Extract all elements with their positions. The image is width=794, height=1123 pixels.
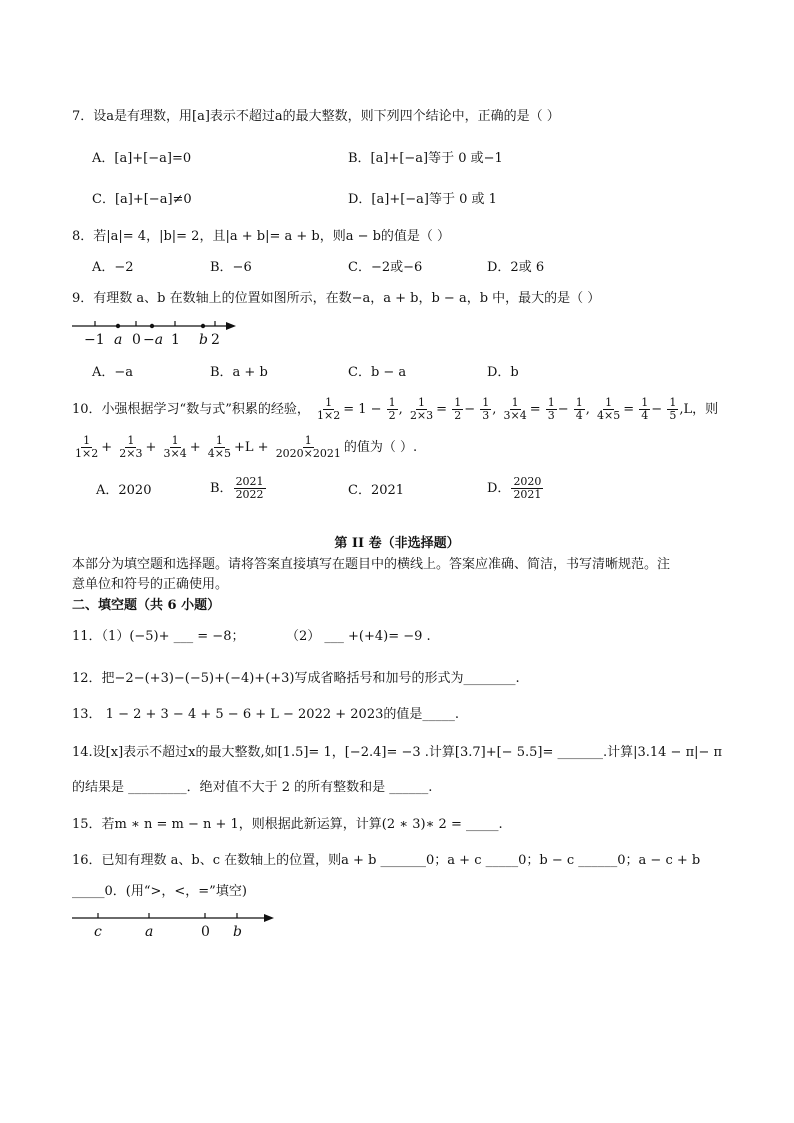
- q7-option-a: A．[a]+[−a]=0: [92, 151, 192, 166]
- q9-axis-label: b: [199, 332, 208, 348]
- equals-text: = 1 −: [343, 402, 382, 417]
- q14-line2: 的结果是 _________．绝对值不大于 2 的所有整数和是 ______.: [72, 780, 433, 795]
- q16-axis-label: c: [94, 924, 102, 940]
- q8-option-c: C．−2或−6: [348, 260, 423, 275]
- q9-number-line: [70, 314, 250, 348]
- fraction: $\frac{1}{4\times 5}$: [207, 434, 231, 460]
- q10-line2: $\frac{1}{1\times 2}$ + $\frac{1}{2\times 3}$ + $\frac{1}{3\times 4}$ + $\frac{1}{4\times 5}$ +L + $\frac{1}{2020\times 2021}$ 的值为（ ）.: [75, 434, 418, 460]
- q10-option-b: B． $\frac{2021}{2022}$: [210, 475, 264, 501]
- fraction: $\frac{1}{3\times 4}$: [163, 434, 187, 460]
- q8-option-b: B．−6: [210, 260, 252, 275]
- q13-text: 13． 1 − 2 + 3 − 4 + 5 − 6 + L − 2022 + 2023的值是_____.: [72, 707, 459, 722]
- q9-axis-label: 1: [171, 332, 180, 348]
- q10-sum-tail: 的值为（ ）.: [343, 440, 418, 455]
- fraction: $\frac{1}{2}$: [388, 396, 396, 422]
- fraction: $\frac{1}{1\times 2}$: [316, 396, 341, 422]
- q9-axis-label: 2: [211, 332, 220, 348]
- q10-line1: 10．小强根据学习“数与式”积累的经验， $\frac{1}{1\times 2}$ = 1 − $\frac{1}{2}$ , $\frac{1}{2\times 3}$ = $\frac{1}{2}$ − $\frac{1}{3}$ , $\frac{1}{3\times 4}$ = $\frac{1}{3}$ − $\frac{1}{4}$ , $\frac{1}{4\times 5}$ = $\frac{1}{4}$ − $\frac{1}{5}$ ,L，则: [72, 396, 719, 422]
- q9-axis-label: a: [114, 332, 123, 348]
- q8-stem: 8．若|a|= 4，|b|= 2，且|a + b|= a + b，则a − b的值是（ ）: [72, 229, 451, 244]
- part-heading: 二、填空题（共 6 小题）: [72, 598, 221, 613]
- q16-number-line: [70, 908, 280, 942]
- fraction: $\frac{1}{4}$: [575, 396, 583, 422]
- fraction: $\frac{1}{2020\times 2021}$: [275, 434, 341, 460]
- fraction: $\frac{1}{3}$: [482, 396, 490, 422]
- fraction: $\frac{2021}{2022}$: [235, 475, 264, 501]
- q14-line1: 14.设[x]表示不超过x的最大整数,如[1.5]= 1，[−2.4]= −3 .计算[3.7]+[− 5.5]= _______.计算|3.14 − π|− π: [72, 745, 723, 760]
- q8-option-a: A．−2: [92, 260, 134, 275]
- section-instructions: 本部分为填空题和选择题。请将答案直接填写在题目中的横线上。答案应准确、简洁，书写清晰规范。注: [72, 557, 671, 572]
- fraction: $\frac{1}{3}$: [547, 396, 555, 422]
- q12-text: 12．把−2−(+3)−(−5)+(−4)+(+3)写成省略括号和加号的形式为________.: [72, 671, 520, 686]
- q16-line2: _____0．(用“>，<，=”填空): [72, 884, 247, 899]
- q9-option-c: C．b − a: [348, 365, 407, 380]
- q10-stem-start: 10．小强根据学习“数与式”积累的经验，: [72, 402, 310, 417]
- q7-option-d: D．[a]+[−a]等于 0 或 1: [348, 192, 497, 207]
- q7-option-c: C．[a]+[−a]≠0: [92, 192, 192, 207]
- q16-axis-label: 0: [201, 924, 210, 940]
- q10-stem-end: ，则: [692, 402, 719, 417]
- q10-option-c: C．2021: [348, 483, 405, 498]
- q16-axis-label: a: [145, 924, 154, 940]
- q15-text: 15．若m ∗ n = m − n + 1，则根据此新运算，计算(2 ∗ 3)∗ 2 = _____.: [72, 817, 503, 832]
- fraction: $\frac{1}{5}$: [669, 396, 677, 422]
- q7-option-b: B．[a]+[−a]等于 0 或−1: [348, 151, 503, 166]
- q10-option-a: A．2020: [96, 483, 152, 498]
- q10-option-d: D． $\frac{2020}{2021}$: [487, 475, 542, 501]
- ellipsis: L: [683, 402, 693, 417]
- fraction: $\frac{1}{4}$: [641, 396, 649, 422]
- section-instructions: 意单位和符号的正确使用。: [72, 577, 229, 592]
- fraction: $\frac{1}{2}$: [454, 396, 462, 422]
- q9-option-a: A．−a: [92, 365, 134, 380]
- fraction: $\frac{1}{1\times 2}$: [75, 434, 99, 460]
- q16-line1: 16．已知有理数 a、b、c 在数轴上的位置，则a + b _______0；a + c _____0；b − c ______0；a − c + b: [72, 853, 701, 868]
- fraction: $\frac{2020}{2021}$: [513, 475, 542, 501]
- fraction: $\frac{1}{4\times 5}$: [597, 396, 621, 422]
- q9-axis-label: −1: [84, 332, 105, 348]
- fraction: $\frac{1}{2\times 3}$: [119, 434, 143, 460]
- section-title: 第 II 卷（非选择题）: [334, 536, 460, 551]
- q16-axis-label: b: [233, 924, 242, 940]
- q9-stem: 9．有理数 a、b 在数轴上的位置如图所示，在数−a，a + b，b − a，b 中，最大的是（ ）: [72, 291, 601, 306]
- fraction: $\frac{1}{3\times 4}$: [503, 396, 527, 422]
- q8-option-d: D．2或 6: [487, 260, 545, 275]
- q11-part2: （2） ___ +(+4)= −9 .: [286, 629, 431, 644]
- q7-stem: 7．设a是有理数，用[a]表示不超过a的最大整数，则下列四个结论中，正确的是（ ）: [72, 109, 560, 124]
- ellipsis: L: [244, 440, 254, 455]
- q11-part1: 11．（1）(−5)+ ___ = −8；: [72, 629, 245, 644]
- q9-option-d: D．b: [487, 365, 519, 380]
- fraction: $\frac{1}{2\times 3}$: [409, 396, 434, 422]
- q9-option-b: B．a + b: [210, 365, 268, 380]
- q9-axis-label: −a: [143, 332, 164, 348]
- q9-axis-label: 0: [132, 332, 141, 348]
